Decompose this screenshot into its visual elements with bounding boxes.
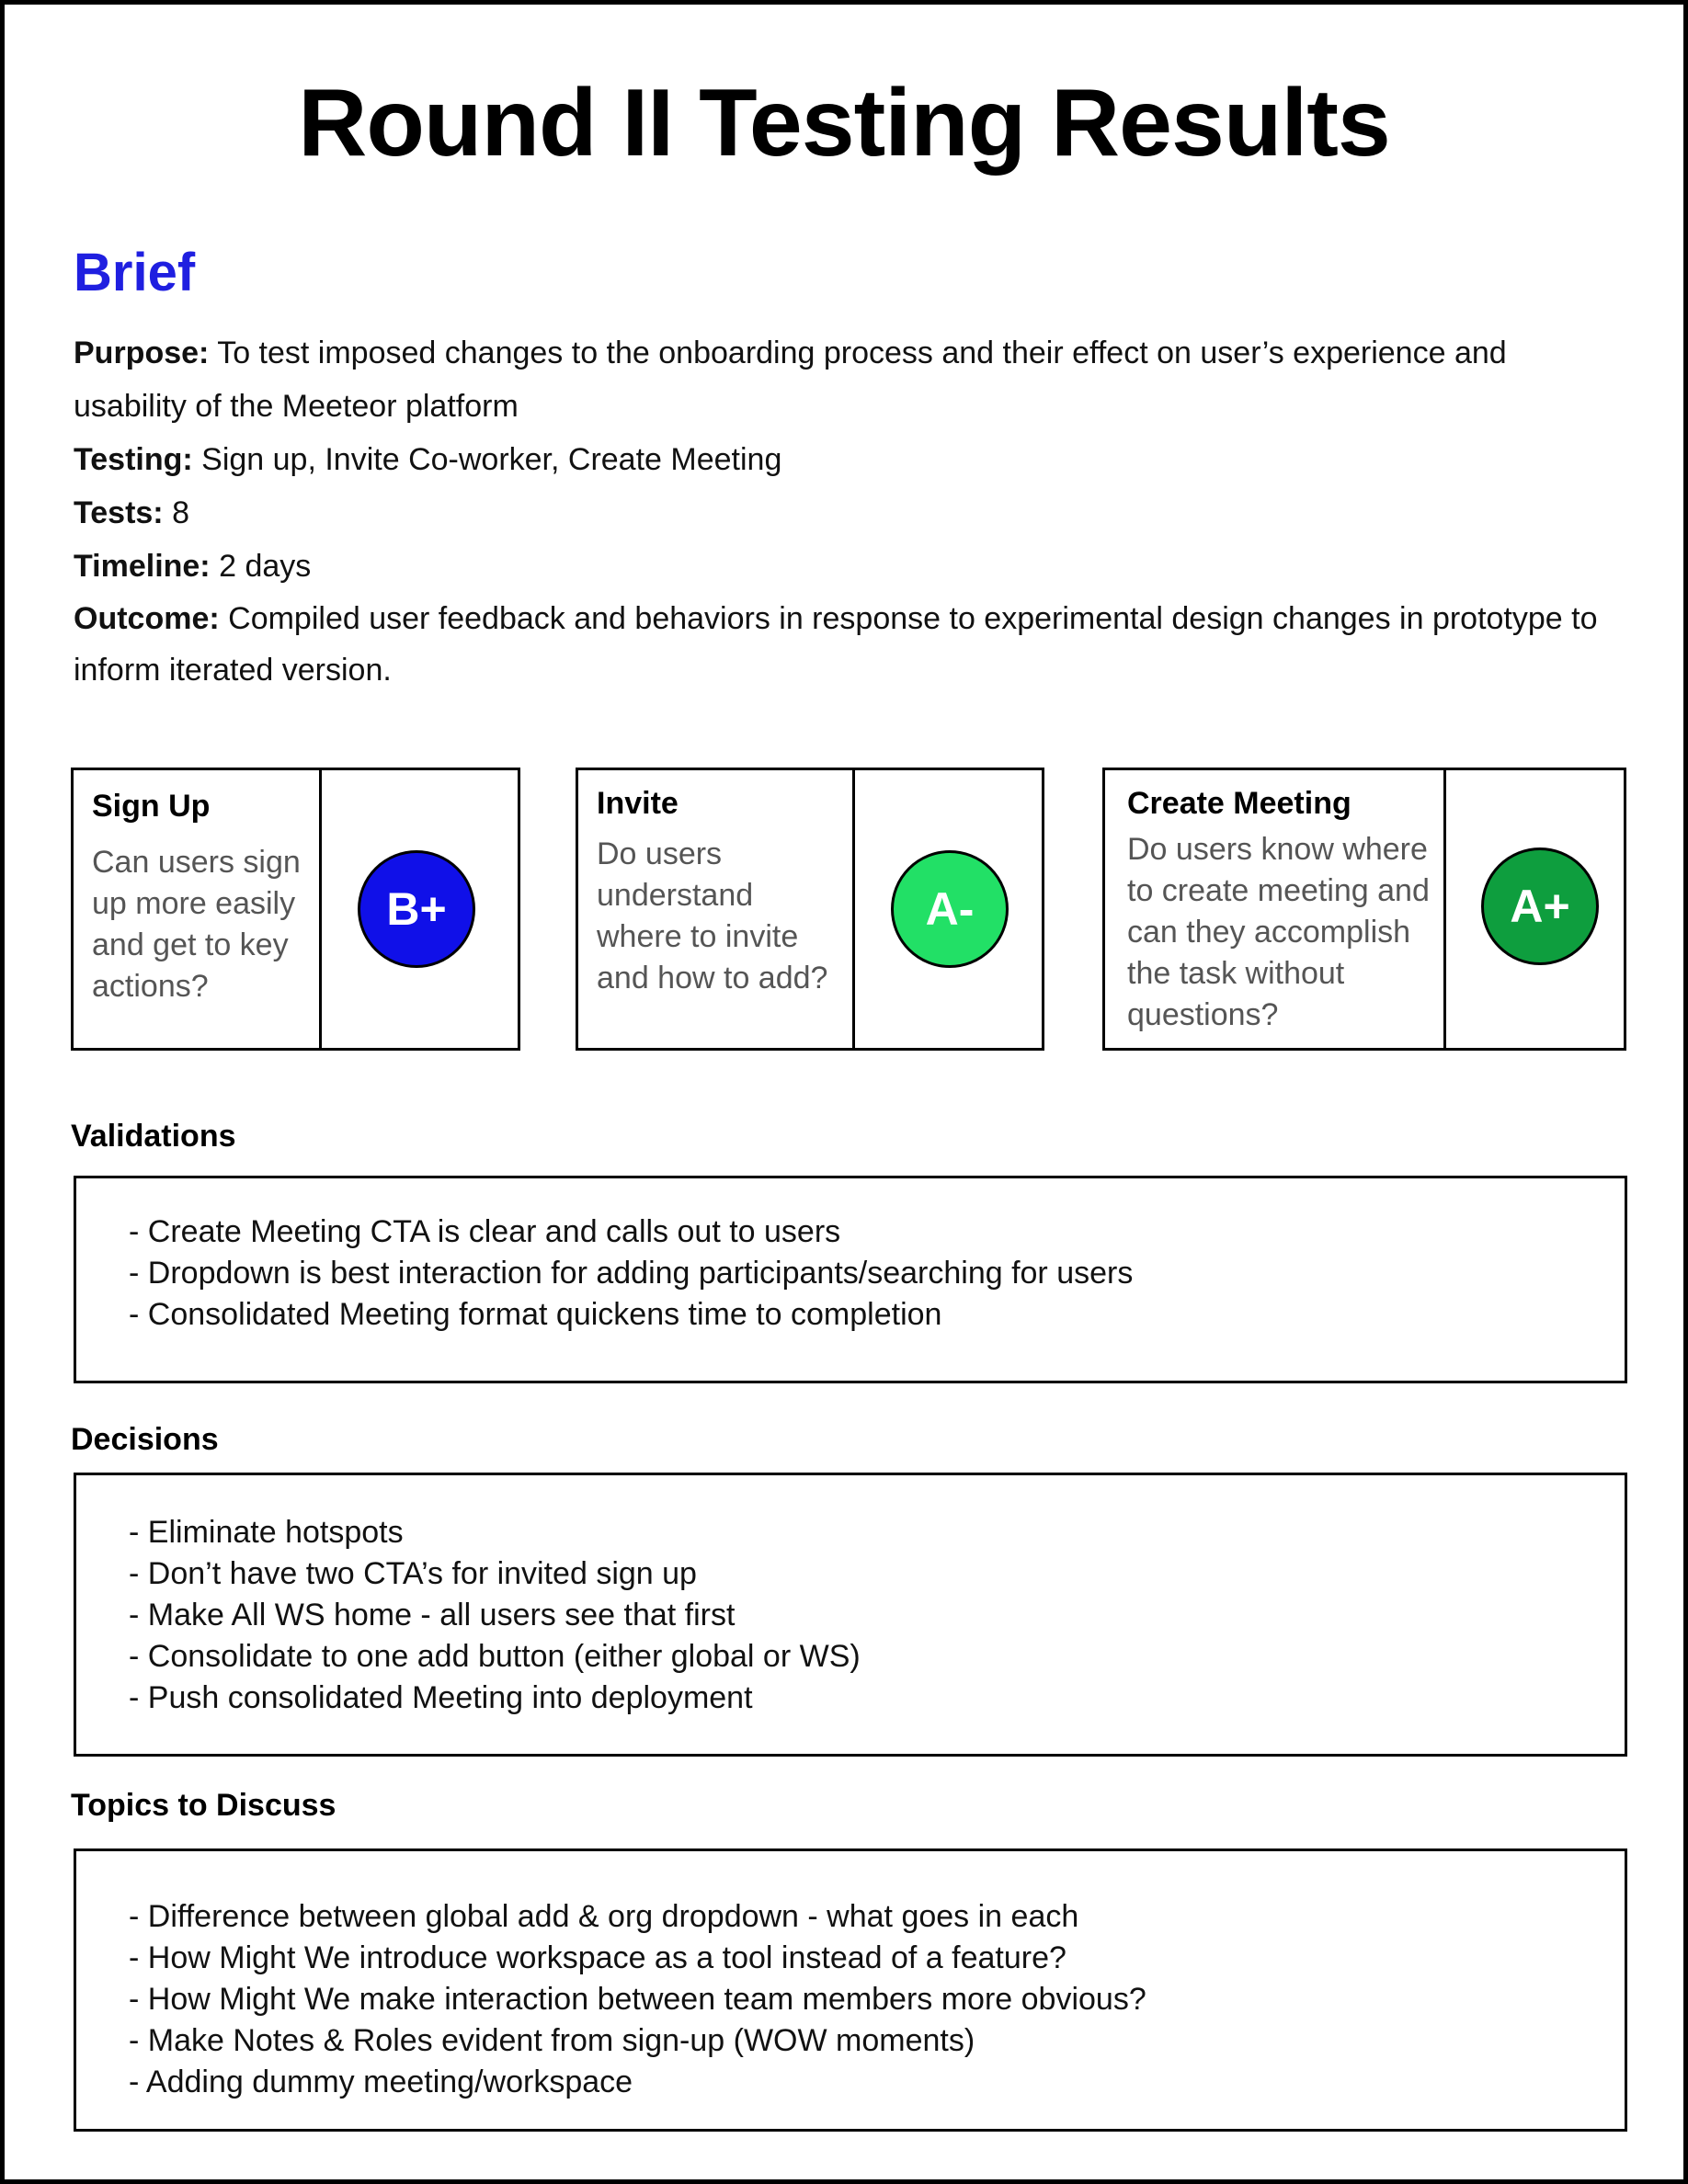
- list-item: - Difference between global add & org dropdown - what goes in each: [129, 1896, 1146, 1938]
- grade-badge: A-: [891, 850, 1009, 968]
- testing-label: Testing:: [74, 442, 193, 477]
- card-divider: [1443, 770, 1446, 1048]
- card-invite: [576, 768, 1044, 1051]
- card-title: Create Meeting: [1127, 786, 1352, 821]
- decisions-box: [74, 1473, 1627, 1757]
- card-create-meeting: [1102, 768, 1626, 1051]
- list-item: - How Might We introduce workspace as a tool instead of a feature?: [129, 1938, 1146, 1979]
- card-question: Do users know where to create meeting and can they accomplish the task without questions?: [1127, 832, 1430, 1032]
- topics-list: [129, 1896, 1146, 2103]
- list-item: - Make Notes & Roles evident from sign-up (WOW moments): [129, 2020, 1146, 2062]
- topics-box: [74, 1848, 1627, 2132]
- list-item: - How Might We make interaction between team members more obvious?: [129, 1979, 1146, 2020]
- list-item: - Push consolidated Meeting into deployment: [129, 1678, 861, 1719]
- grade-badge: B+: [358, 850, 475, 968]
- grade-badge: A+: [1481, 847, 1599, 965]
- testing-text: Sign up, Invite Co-worker, Create Meeting: [201, 442, 782, 477]
- tests-text: 8: [172, 495, 189, 530]
- timeline-text: 2 days: [219, 549, 312, 584]
- list-item: - Adding dummy meeting/workspace: [129, 2062, 1146, 2103]
- outcome-label: Outcome:: [74, 601, 220, 636]
- card-sign-up: [71, 768, 520, 1051]
- outcome-row: [74, 593, 1627, 696]
- card-question: Can users sign up more easily and get to key actions?: [92, 845, 301, 1004]
- list-item: - Dropdown is best interaction for adding participants/searching for users: [129, 1253, 1133, 1294]
- card-divider: [852, 770, 855, 1048]
- decisions-heading: Decisions: [71, 1422, 219, 1457]
- card-title: Sign Up: [92, 789, 211, 824]
- timeline-label: Timeline:: [74, 549, 211, 584]
- timeline-row: [74, 540, 1627, 593]
- topics-heading: Topics to Discuss: [71, 1788, 336, 1823]
- purpose-label: Purpose:: [74, 336, 210, 370]
- list-item: - Consolidated Meeting format quickens time to completion: [129, 1294, 1133, 1336]
- list-item: - Make All WS home - all users see that first: [129, 1595, 861, 1636]
- outcome-text: Compiled user feedback and behaviors in response to experimental design changes in prototype to inform iterated version.: [74, 601, 1598, 688]
- page-title: Round II Testing Results: [298, 70, 1390, 176]
- list-item: - Consolidate to one add button (either global or WS): [129, 1636, 861, 1678]
- card-title: Invite: [597, 786, 679, 821]
- purpose-text: To test imposed changes to the onboarding process and their effect on user’s experience and usability of the Meeteor platform: [74, 336, 1507, 424]
- card-divider: [319, 770, 322, 1048]
- list-item: - Don’t have two CTA’s for invited sign up: [129, 1553, 861, 1595]
- purpose-row: [74, 326, 1627, 433]
- brief-body: [74, 326, 1627, 696]
- tests-row: [74, 486, 1627, 540]
- validations-heading: Validations: [71, 1119, 236, 1154]
- list-item: - Create Meeting CTA is clear and calls out to users: [129, 1211, 1133, 1253]
- validations-box: [74, 1176, 1627, 1383]
- tests-label: Tests:: [74, 495, 164, 530]
- testing-row: [74, 433, 1627, 486]
- brief-heading: Brief: [74, 243, 196, 302]
- decisions-list: [129, 1512, 861, 1719]
- list-item: - Eliminate hotspots: [129, 1512, 861, 1553]
- card-question: Do users understand where to invite and how to add?: [597, 836, 828, 995]
- validations-list: [129, 1211, 1133, 1336]
